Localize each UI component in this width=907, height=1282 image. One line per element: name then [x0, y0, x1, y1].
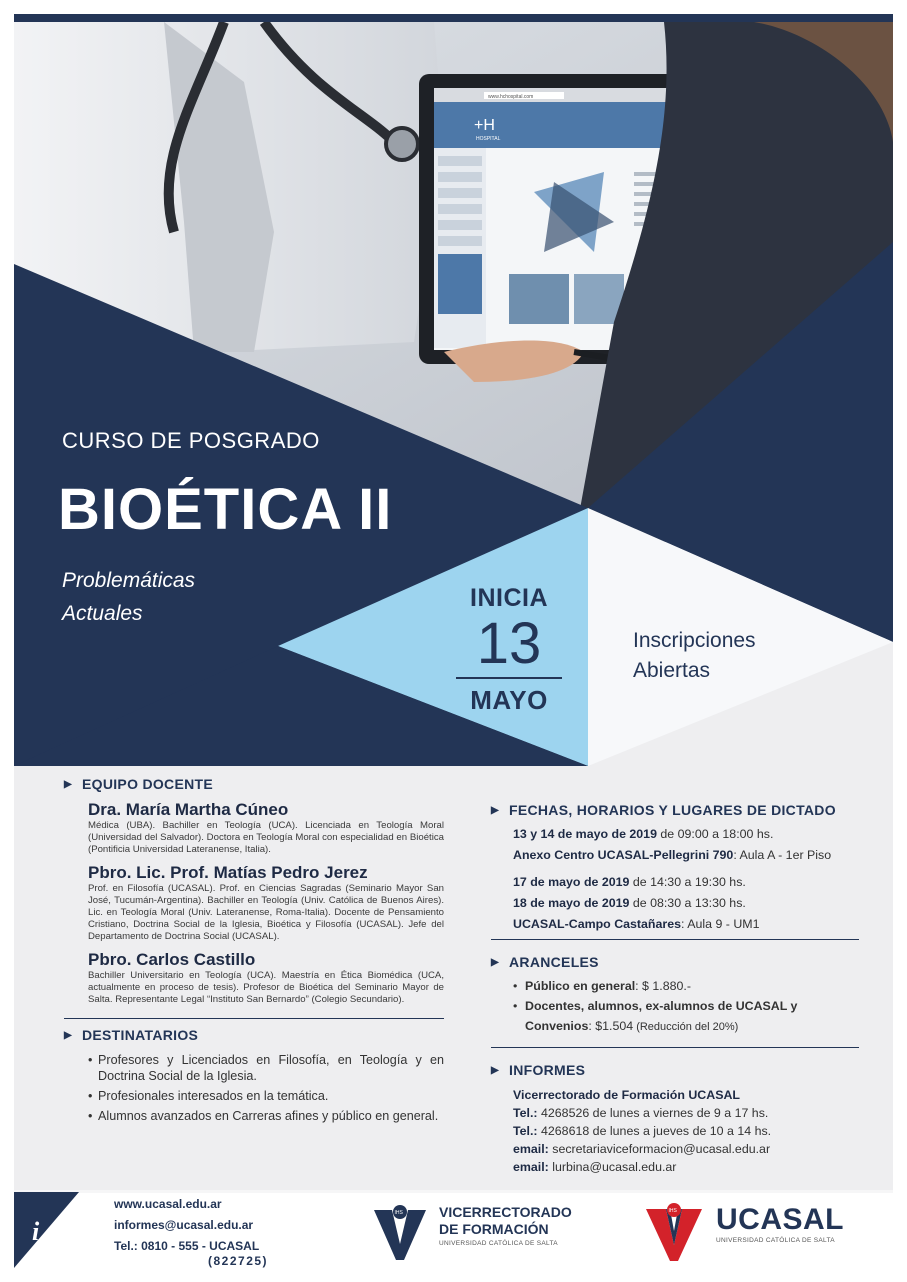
- svg-text:IHS: IHS: [394, 1210, 403, 1216]
- list-item: • Alumnos avanzados en Carreras afines y público en general.: [88, 1109, 444, 1125]
- left-column: [64, 776, 444, 1128]
- fees-heading: [491, 954, 859, 970]
- teacher-bio: Médica (UBA). Bachiller en Teología (UCA). Licenciada en Teología Moral (Universidad del Salvador). Doctora en Teología Moral con especialidad en Bioética (Pontificia Universidad Lateranense, Italia).: [88, 820, 444, 856]
- course-subtitle: [62, 564, 195, 630]
- footer-phone-digits: (822725): [208, 1254, 269, 1268]
- schedule-block: [491, 872, 859, 935]
- triangle-bullet-icon: ▶: [491, 804, 499, 816]
- list-item: • Profesores y Licenciados en Filosofía, en Teología y en Doctrina Social de la Iglesia.: [88, 1053, 444, 1085]
- hospital-logo: +H: [474, 117, 495, 134]
- footer-email[interactable]: informes@ucasal.edu.ar: [114, 1218, 254, 1232]
- section-title: FECHAS, HORARIOS Y LUGARES DE DICTADO: [509, 802, 836, 818]
- info-block: [491, 1086, 859, 1176]
- start-month: MAYO: [470, 685, 548, 715]
- ucasal-brand: [716, 1204, 844, 1244]
- poster-frame: [14, 14, 893, 1268]
- ucasal-logo-icon: [646, 1201, 702, 1261]
- starts-word: INICIA: [470, 584, 548, 612]
- teacher-bio: Prof. en Filosofía (UCASAL). Prof. en Ciencias Sagradas (Seminario Mayor San José, Tucumán-Argentina). Bachiller en Teología (Univ. Católica de Buenos Aires). Lic. en Teología Moral (Univ. Lateranense, Roma-Italia). Docente de Pensamiento Cristiano, Doctrina Social de la Iglesia, Bioética y Filosofía (UCASAL). Jefe del Departamento de Doctrina Social (UCASAL).: [88, 882, 444, 943]
- hospital-name: HOSPITAL: [476, 136, 501, 142]
- info-line: Tel.: 4268526 de lunes a viernes de 9 a 17 hs.: [513, 1106, 769, 1120]
- info-office: Vicerrectorado de Formación UCASAL: [513, 1088, 740, 1102]
- info-email[interactable]: email: lurbina@ucasal.edu.ar: [513, 1160, 677, 1174]
- teacher-name: Pbro. Lic. Prof. Matías Pedro Jerez: [88, 862, 368, 882]
- footer-phone: Tel.: 0810 - 555 - UCASAL: [114, 1239, 260, 1253]
- svg-text:i: i: [32, 1217, 40, 1246]
- section-title: ARANCELES: [509, 954, 599, 970]
- registration-line: Inscripciones: [633, 629, 756, 652]
- section-title: DESTINATARIOS: [82, 1027, 199, 1044]
- section-title: EQUIPO DOCENTE: [82, 776, 213, 792]
- brand-sub: UNIVERSIDAD CATÓLICA DE SALTA: [716, 1237, 835, 1244]
- course-type: CURSO DE POSGRADO: [62, 428, 320, 453]
- fee-item: • Docentes, alumnos, ex-alumnos de UCASAL y Convenios: $1.504 (Reducción del 20%): [513, 996, 859, 1037]
- ucasal-name: UCASAL: [716, 1203, 844, 1236]
- schedule-line: UCASAL-Campo Castañares: Aula 9 - UM1: [513, 917, 760, 931]
- schedule-line: 17 de mayo de 2019 de 14:30 a 19:30 hs.: [513, 875, 746, 889]
- schedule-line: 13 y 14 de mayo de 2019 de 09:00 a 18:00 hs.: [513, 827, 774, 841]
- divider: [64, 1018, 444, 1019]
- schedule-line: 18 de mayo de 2019 de 08:30 a 13:30 hs.: [513, 896, 746, 910]
- info-email[interactable]: email: secretariaviceformacion@ucasal.edu.ar: [513, 1142, 771, 1156]
- footer-contact: [114, 1194, 268, 1268]
- brand-line: DE FORMACIÓN: [439, 1221, 549, 1237]
- vicerrectorado-logo-icon: [374, 1204, 426, 1260]
- subtitle-line: Problemáticas: [62, 569, 196, 592]
- triangle-bullet-icon: ▶: [64, 778, 72, 790]
- list-item: • Profesionales interesados en la temática.: [88, 1089, 444, 1105]
- info-heading: [491, 1062, 859, 1078]
- schedule-line: Anexo Centro UCASAL-Pellegrini 790: Aula A - 1er Piso: [513, 848, 832, 862]
- audience-list: [64, 1053, 444, 1124]
- registration-line: Abiertas: [633, 659, 711, 682]
- subtitle-line: Actuales: [62, 602, 143, 625]
- start-day: 13: [476, 611, 542, 676]
- brand-sub: UNIVERSIDAD CATÓLICA DE SALTA: [439, 1240, 558, 1247]
- divider: [491, 1047, 859, 1048]
- teacher-name: Pbro. Carlos Castillo: [88, 949, 256, 969]
- footer-website[interactable]: www.ucasal.edu.ar: [114, 1197, 222, 1211]
- teacher-bio: Bachiller Universitario en Teología (UCA). Maestría en Ética Biomédica (UCA, actualmente en proceso de tesis). Profesor de Bioética del Seminario Mayor de Salta. Representante Legal “Instituto San Bernardo” (Colegio Secundario).: [88, 969, 444, 1006]
- course-title: BIOÉTICA II: [58, 477, 393, 542]
- brand-line: VICERRECTORADO: [439, 1204, 572, 1220]
- section-title: INFORMES: [509, 1062, 586, 1078]
- schedule-heading: [491, 802, 859, 818]
- triangle-bullet-icon: ▶: [64, 1029, 72, 1041]
- registration-notice: [633, 626, 756, 686]
- browser-url: www.hchospital.com: [488, 94, 534, 100]
- audience-heading: [64, 1027, 444, 1043]
- schedule-block: [491, 824, 859, 866]
- triangle-bullet-icon: ▶: [491, 1064, 499, 1076]
- team-heading: [64, 776, 444, 792]
- right-column: [491, 802, 859, 1176]
- triangle-bullet-icon: ▶: [491, 956, 499, 968]
- fees-list: [491, 976, 859, 1037]
- svg-text:IHS: IHS: [668, 1208, 677, 1214]
- start-date: [454, 584, 564, 716]
- fee-item: • Público en general: $ 1.880.-: [513, 976, 859, 996]
- date-divider: [456, 677, 562, 679]
- divider: [491, 939, 859, 940]
- vicerrectorado-brand: [439, 1204, 572, 1247]
- info-icon: [14, 1192, 84, 1268]
- info-line: Tel.: 4268618 de lunes a jueves de 10 a 14 hs.: [513, 1124, 772, 1138]
- teacher-name: Dra. María Martha Cúneo: [88, 800, 289, 819]
